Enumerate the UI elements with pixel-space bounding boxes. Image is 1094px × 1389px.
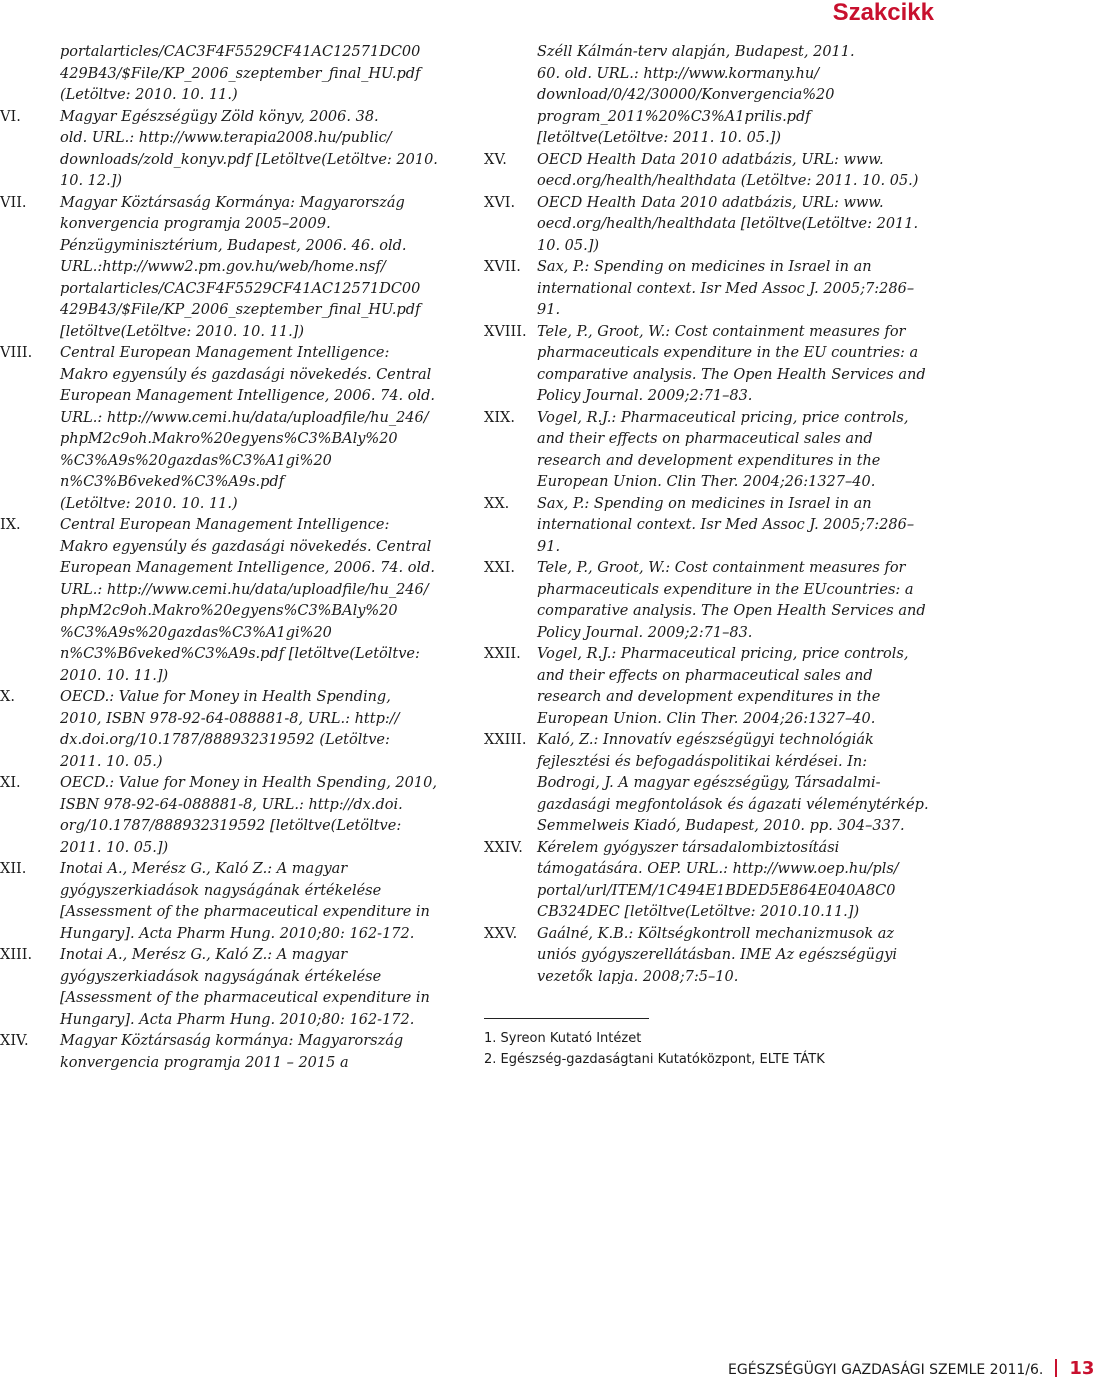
reference-item [0,859,462,945]
reference-line: 429B43/$File/KP_2006_szeptember_final_HU.pdf [60,65,421,82]
reference-line: phpM2c9oh.Makro%20egyens%C3%BAly%20 [60,431,398,447]
reference-number: XII. [0,861,27,877]
reference-line: (Letöltve: 2010. 10. 11.) [60,87,238,103]
footnote-1: 1. Syreon Kutató Intézet [484,1031,642,1046]
reference-line: portalarticles/CAC3F4F5529CF41AC12571DC00 [60,44,421,60]
page-footer [728,1358,1094,1379]
reference-line: (Letöltve: 2010. 10. 11.) [60,495,238,512]
reference-item [484,730,954,838]
reference-line: Makro egyensúly és gazdasági növekedés. Central [60,538,432,555]
reference-number: XIII. [0,947,33,963]
reference-line: 91. [537,538,561,555]
reference-line: research and development expenditures in the [537,689,881,705]
reference-item [484,644,954,730]
reference-item [484,42,954,150]
reference-number: X. [0,689,15,705]
reference-column-right [484,42,954,988]
journal-title: EGÉSZSÉGÜGYI GAZDASÁGI SZEMLE 2011/6. [728,1362,1044,1378]
reference-line: Széll Kálmán-terv alapján, Budapest, 2011. [537,44,855,60]
reference-line: %C3%A9s%20gazdas%C3%A1gi%20 [60,624,332,641]
reference-line: oecd.org/health/healthdata [letöltve(Letöltve: 2011. [537,216,919,232]
reference-line: ISBN 978-92-64-088881-8, URL.: http://dx.doi. [60,796,403,813]
reference-line: European Management Intelligence, 2006. 74. old. [60,560,436,576]
reference-line: dx.doi.org/10.1787/888932319592 (Letöltve: [60,732,390,748]
reference-line: downloads/zold_konyv.pdf [Letöltve(Letöltve: 2010. [60,151,438,168]
reference-item [0,945,462,1031]
reference-text [537,558,954,644]
reference-item [484,193,954,258]
reference-line: 91. [537,302,561,318]
reference-line: támogatására. OEP. URL.: http://www.oep.hu/pls/ [537,861,899,877]
reference-line: Magyar Köztársaság kormánya: Magyarország [60,1033,404,1049]
reference-item [484,408,954,494]
reference-text [537,494,954,559]
reference-number: XI. [0,775,21,791]
reference-line: gyógyszerkiadások nagyságának értékelése [60,968,382,985]
reference-line: comparative analysis. The Open Health Services and [537,603,926,619]
reference-line: 429B43/$File/KP_2006_szeptember_final_HU.pdf [60,302,421,318]
reference-line: pharmaceuticals expenditure in the EUcountries: a [537,581,914,598]
reference-text [537,257,954,322]
reference-line: CB324DEC [letöltve(Letöltve: 2010.10.11.]) [537,904,860,920]
reference-line: OECD.: Value for Money in Health Spending, [60,689,391,705]
reference-item [484,322,954,408]
reference-item [484,150,954,193]
reference-number: VII. [0,194,27,211]
reference-line: OECD Health Data 2010 adatbázis, URL: www. [537,194,884,211]
reference-number: XIV. [0,1033,29,1049]
reference-number: IX. [0,517,21,533]
reference-text [60,687,462,773]
reference-line: Policy Journal. 2009;2:71–83. [537,624,753,641]
reference-text [60,773,462,859]
reference-line: gyógyszerkiadások nagyságának értékelése [60,882,382,899]
reference-text [60,515,462,687]
reference-line: Bodrogi, J. A magyar egészségügy, Társadalmi- [537,775,881,791]
reference-number: VIII. [0,345,33,361]
reference-number: XVIII. [484,323,527,340]
reference-line: vezetők lapja. 2008;7:5–10. [537,968,739,985]
reference-text [60,42,462,107]
reference-line: European Union. Clin Ther. 2004;26:1327–40. [537,710,876,727]
reference-line: European Union. Clin Ther. 2004;26:1327–40. [537,474,876,490]
reference-item [0,193,462,344]
reference-line: Hungary]. Acta Pharm Hung. 2010;80: 162-172. [60,925,415,942]
reference-line: gazdasági megfontolások és ágazati véleménytérkép. [537,796,929,813]
reference-number: XXI. [484,560,515,576]
reference-text [537,924,954,989]
footnote-divider [484,1018,649,1019]
reference-line: 2010. 10. 11.]) [60,667,169,684]
reference-line: OECD.: Value for Money in Health Spending, 2010, [60,775,437,791]
reference-line: international context. Isr Med Assoc J. 2005;7:286– [537,280,915,297]
reference-line: Tele, P., Groot, W.: Cost containment measures for [537,560,906,576]
footnote-2: 2. Egészség-gazdaságtani Kutatóközpont, ELTE TÁTK [484,1052,825,1067]
reference-number: XIX. [484,409,515,426]
reference-item [0,687,462,773]
reference-line: [letöltve(Letöltve: 2011. 10. 05.]) [537,130,781,146]
reference-line: download/0/42/30000/Konvergencia%20 [537,87,835,103]
reference-line: Policy Journal. 2009;2:71–83. [537,388,753,404]
reference-line: uniós gyógyszerellátásban. IME Az egészségügyi [537,947,898,963]
footer-separator [1055,1359,1057,1377]
reference-line: Semmelweis Kiadó, Budapest, 2010. pp. 304–337. [537,818,905,834]
reference-line: Tele, P., Groot, W.: Cost containment measures for [537,323,906,340]
reference-line: Gaálné, K.B.: Költségkontroll mechanizmusok az [537,925,895,942]
reference-line: URL.: http://www.cemi.hu/data/uploadfile/hu_246/ [60,409,429,426]
reference-line: 60. old. URL.: http://www.kormany.hu/ [537,65,820,82]
page-number: 13 [1069,1358,1094,1379]
reference-line: Pénzügyminisztérium, Budapest, 2006. 46. old. [60,237,407,254]
reference-line: research and development expenditures in the [537,452,881,469]
reference-number: XXIII. [484,732,527,748]
reference-line: portalarticles/CAC3F4F5529CF41AC12571DC00 [60,280,421,297]
reference-number: XVI. [484,194,516,211]
reference-text [537,322,954,408]
reference-line: Central European Management Intelligence: [60,517,390,533]
reference-item [484,838,954,924]
reference-line: phpM2c9oh.Makro%20egyens%C3%BAly%20 [60,603,398,619]
reference-text [60,343,462,515]
reference-line: 2011. 10. 05.) [60,753,163,770]
reference-text [60,193,462,344]
reference-line: Central European Management Intelligence: [60,345,390,361]
reference-line: %C3%A9s%20gazdas%C3%A1gi%20 [60,452,332,469]
reference-line: European Management Intelligence, 2006. 74. old. [60,388,436,404]
reference-line: Vogel, R.J.: Pharmaceutical pricing, price controls, [537,409,909,426]
reference-line: URL.: http://www.cemi.hu/data/uploadfile/hu_246/ [60,581,429,598]
reference-line: oecd.org/health/healthdata (Letöltve: 2011. 10. 05.) [537,173,919,189]
reference-line: portal/url/ITEM/1C494E1BDED5E864E040A8C0 [537,882,896,899]
reference-line: konvergencia programja 2005–2009. [60,216,331,232]
reference-text [537,644,954,730]
reference-text [537,408,954,494]
reference-line: konvergencia programja 2011 – 2015 a [60,1054,349,1071]
reference-text [60,945,462,1031]
reference-item [484,257,954,322]
reference-line: Sax, P.: Spending on medicines in Israel in an [537,495,872,512]
reference-line: pharmaceuticals expenditure in the EU countries: a [537,345,919,361]
reference-line: [Assessment of the pharmaceutical expenditure in [60,990,430,1006]
reference-line: Magyar Köztársaság Kormánya: Magyarország [60,194,405,211]
reference-line: international context. Isr Med Assoc J. 2005;7:286– [537,517,915,533]
reference-text [537,150,954,193]
reference-line: 2011. 10. 05.]) [60,839,169,856]
reference-item [0,515,462,687]
reference-line: OECD Health Data 2010 adatbázis, URL: www. [537,151,884,168]
reference-line: [letöltve(Letöltve: 2010. 10. 11.]) [60,323,304,340]
reference-line: n%C3%B6veked%C3%A9s.pdf [60,474,285,490]
reference-number: VI. [0,108,21,125]
reference-number: XXIV. [484,839,523,856]
reference-text [537,838,954,924]
reference-line: Kérelem gyógyszer társadalombiztosítási [537,839,840,856]
reference-item [484,924,954,989]
reference-line: Inotai A., Merész G., Kaló Z.: A magyar [60,947,348,963]
reference-number: XXV. [484,925,518,942]
reference-line: [Assessment of the pharmaceutical expenditure in [60,904,430,920]
reference-line: Kaló, Z.: Innovatív egészségügyi technológiák [537,732,874,748]
reference-number: XXII. [484,646,521,662]
reference-item [0,343,462,515]
reference-line: URL.:http://www2.pm.gov.hu/web/home.nsf/ [60,259,386,275]
reference-item [0,107,462,193]
reference-item [484,494,954,559]
reference-line: program_2011%20%C3%A1prilis.pdf [537,108,811,125]
reference-number: XVII. [484,259,521,275]
reference-text [537,730,954,838]
reference-item [0,1031,462,1074]
reference-line: Hungary]. Acta Pharm Hung. 2010;80: 162-172. [60,1011,415,1028]
reference-line: Sax, P.: Spending on medicines in Israel in an [537,259,872,275]
reference-column-left [0,42,462,1074]
reference-line: Makro egyensúly és gazdasági növekedés. Central [60,366,432,383]
footnotes [484,1028,825,1070]
reference-item [0,42,462,107]
reference-line: and their effects on pharmaceutical sales and [537,431,873,447]
reference-text [60,107,462,193]
reference-text [60,1031,462,1074]
reference-line: 2010, ISBN 978-92-64-088881-8, URL.: http:// [60,710,400,727]
section-label: Szakcikk [832,0,934,26]
reference-line: Vogel, R.J.: Pharmaceutical pricing, price controls, [537,646,909,662]
reference-item [484,558,954,644]
reference-line: 10. 12.]) [60,173,123,189]
reference-text [60,859,462,945]
reference-line: Inotai A., Merész G., Kaló Z.: A magyar [60,861,348,877]
reference-number: XV. [484,151,507,168]
reference-text [537,42,954,150]
reference-line: n%C3%B6veked%C3%A9s.pdf [letöltve(Letöltve: [60,646,420,662]
reference-number: XX. [484,495,510,512]
reference-line: fejlesztési és befogadáspolitikai kérdései. In: [537,753,868,770]
reference-line: 10. 05.]) [537,237,600,254]
reference-text [537,193,954,258]
reference-line: org/10.1787/888932319592 [letöltve(Letöltve: [60,818,402,834]
reference-line: old. URL.: http://www.terapia2008.hu/public/ [60,130,392,146]
reference-line: Magyar Egészségügy Zöld könyv, 2006. 38. [60,108,379,125]
reference-line: and their effects on pharmaceutical sales and [537,667,873,684]
reference-line: comparative analysis. The Open Health Services and [537,366,926,383]
reference-item [0,773,462,859]
